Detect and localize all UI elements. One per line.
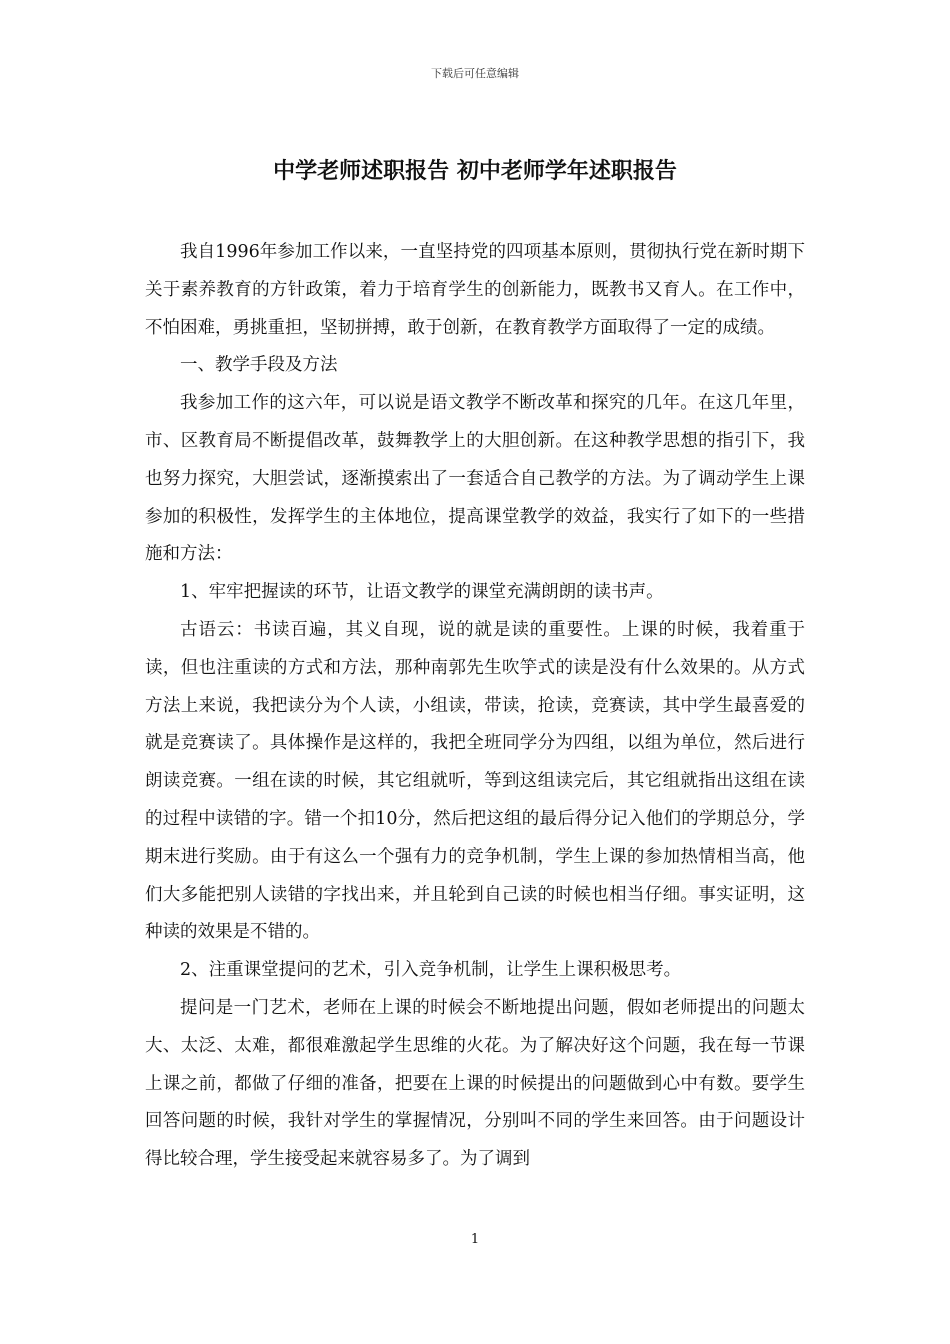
paragraph-questioning-art: 提问是一门艺术，老师在上课的时候会不断地提出问题，假如老师提出的问题太大、太泛、太难，都很难激起学生思维的火花。为了解决好这个问题，我在每一节课上课之前，都做了仔细的准备，把要在上课的时候提出的问题做到心中有数。要学生回答问题的时候，我针对学生的掌握情况，分别叫不同的学生来回答。由于问题设计得比较合理，学生接受起来就容易多了。为了调到 — [145, 997, 805, 1170]
section-heading-teaching-methods: 一、教学手段及方法 — [180, 355, 338, 376]
paragraph-intro: 我自1996年参加工作以来，一直坚持党的四项基本原则，贯彻执行党在新时期下关于素养教育的方针政策，着力于培育学生的创新能力，既教书又育人。在工作中，不怕困难，勇挑重担，坚韧拼搏，敢于创新，在教育教学方面取得了一定的成绩。 — [145, 242, 805, 338]
paragraph-teaching-reform: 我参加工作的这六年，可以说是语文教学不断改革和探究的几年。在这几年里，市、区教育局不断提倡改革，鼓舞教学上的大胆创新。在这种教学思想的指引下，我也努力探究，大胆尝试，逐渐摸索出了一套适合自己教学的方法。为了调动学生上课参加的积极性，发挥学生的主体地位，提高课堂教学的效益，我实行了如下的一些措施和方法： — [145, 393, 805, 565]
page-number: 1 — [470, 1232, 480, 1247]
page-header-note: 下载后可任意编辑 — [431, 67, 519, 80]
list-item-reading: 1、牢牢把握读的环节，让语文教学的课堂充满朗朗的读书声。 — [180, 582, 664, 603]
list-item-questioning: 2、注重课堂提问的艺术，引入竞争机制，让学生上课积极思考。 — [180, 960, 682, 981]
document-body — [145, 234, 805, 1179]
document-title: 中学老师述职报告 初中老师学年述职报告 — [273, 158, 677, 184]
paragraph-reading-competition: 古语云：书读百遍，其义自现，说的就是读的重要性。上课的时候，我着重于读，但也注重读的方式和方法，那种南郭先生吹竽式的读是没有什么效果的。从方式方法上来说，我把读分为个人读，小组读，带读，抢读，竞赛读，其中学生最喜爱的就是竞赛读了。具体操作是这样的，我把全班同学分为四组，以组为单位，然后进行朗读竞赛。一组在读的时候，其它组就听，等到这组读完后，其它组就指出这组在读的过程中读错的字。错一个扣10分，然后把这组的最后得分记入他们的学期总分，学期末进行奖励。由于有这么一个强有力的竞争机制，学生上课的参加热情相当高，他们大多能把别人读错的字找出来，并且轮到自己读的时候也相当仔细。事实证明，这种读的效果是不错的。 — [145, 619, 805, 943]
